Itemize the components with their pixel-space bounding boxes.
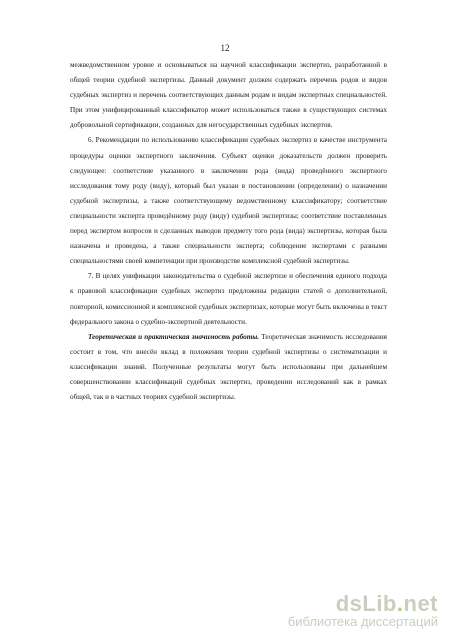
watermark-subtitle: библиотека диссертаций	[287, 614, 438, 629]
paragraph-significance	[70, 330, 387, 405]
watermark	[288, 593, 438, 629]
watermark-logo: dsLib.net	[335, 591, 438, 616]
paragraph-item-7: 7. В целях унификации законодательства о судебной экспертизе и обеспечения единого подхода к правовой классификации судебных экспертиз предложены редакции статей о дополнительной, повторной, комиссионной и комплексной судебных экспертизах, которые могут быть включены в текст федерального закона о судебно-экспертной деятельности.	[70, 272, 387, 326]
significance-body: Теоретическая значимость исследования состоит в том, что внесён вклад в положения теории судебной экспертизы о систематизации и классификации знаний. Полученные результаты могут быть использованы при дальнейшем совершенствовании классификаций судебных экспертиз, проведении исследований как в рамках общей, так и в частных теориях судебной экспертизы.	[70, 332, 387, 402]
page-number: 12	[220, 43, 230, 53]
body-text	[70, 58, 387, 405]
paragraph-continuation: межведомственном уровне и основываться на научной классификации экспертиз, разработанной в общей теории судебной экспертизы. Данный документ должен содержать перечень родов и видов судебных экспертиз и перечень соответствующих данным родам и видам экспертных специальностей. При этом унифицированный классификатор может использоваться также в существующих системах добровольной сертификации, созданных для негосударственных судебных экспертов.	[70, 61, 387, 130]
significance-heading: Теоретическая и практическая значимость работы.	[88, 332, 260, 341]
paragraph-item-6: 6. Рекомендации по использованию классификации судебных экспертиз в качестве инструмента процедуры оценки экспертного заключения. Субъект оценки доказательств должен проверить следующее: соответствие указанного в заключении рода (вида) проведённого экспертного исследования тому роду (виду), который был указан в постановлении (определении) о назначении судебной экспертизы, а также соответствующему ведомственному классификатору; соответствие специальности эксперта проведённому роду (виду) судебной экспертизы; соответствие поставленных перед экспертом вопросов и сделанных выводов предмету того рода (вида) экспертизы, которая была назначена и проведена, а также специальности эксперта; соблюдение экспертами с разными специальностями своей компетенции при производстве комплексной судебной экспертизы.	[70, 136, 387, 266]
